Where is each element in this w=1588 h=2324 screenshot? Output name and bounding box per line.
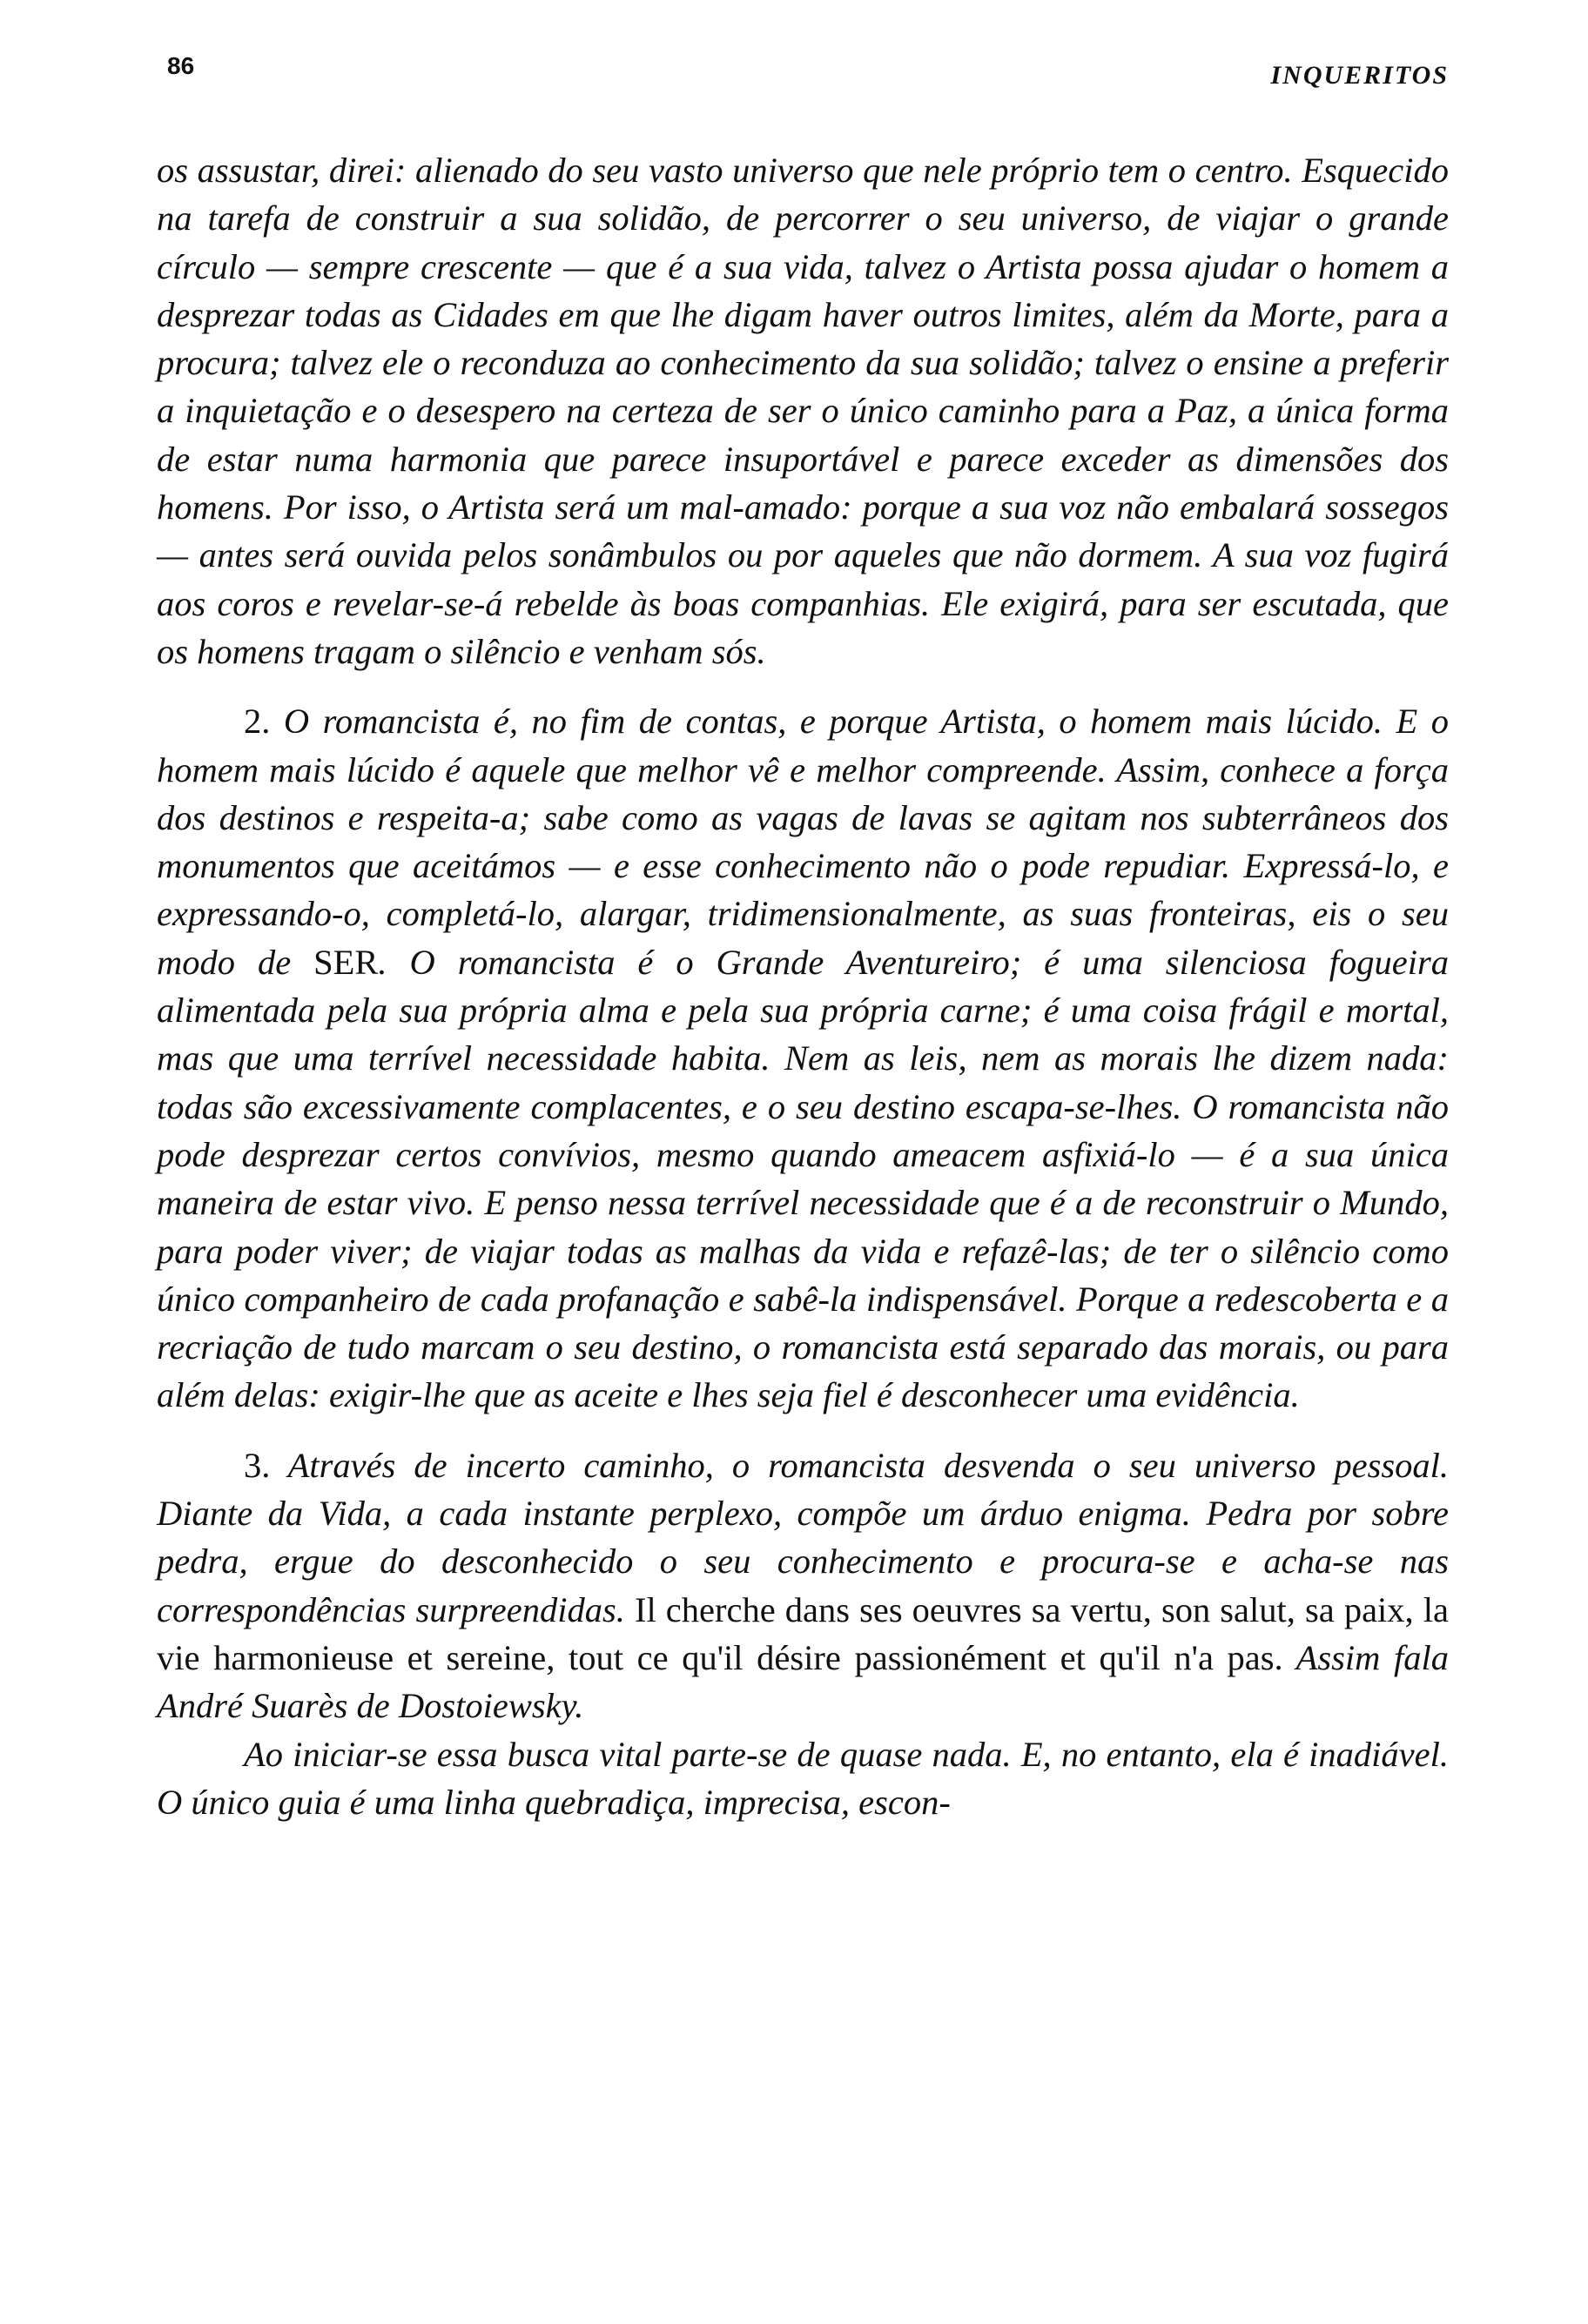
paragraph-2-text-b: . O romancista é o Grande Aventureiro; é uma silenciosa fogueira alimentada pela sua própria alma e pela sua própria carne; é uma coisa frágil e mortal, mas que uma terrível necessidade habita. Nem as leis, nem as morais lhe dizem nada: todas são excessivamente complacentes, e o seu destino escapa-se-lhes. O romancista não pode desprezar certos convívios, mesmo quando ameacem asfixiá-lo — é a sua única maneira de estar vivo. E penso nessa terrível necessidade que é a de reconstruir o Mundo, para poder viver; de viajar todas as malhas da vida e refazê-las; de ter o silêncio como único companheiro de cada profanação e sabê-la indispensável. Porque a redescoberta e a recriação de tudo marcam o seu destino, o romancista está separado das morais, ou para além delas: exigir-lhe que as aceite e lhes seja fiel é desconhecer uma evidência.	[157, 942, 1449, 1415]
paragraph-2	[157, 697, 1449, 1419]
body-text	[157, 146, 1449, 1826]
word-ser: SER	[313, 942, 379, 982]
page-number: 86	[167, 52, 195, 79]
section-number-3: 3.	[244, 1445, 271, 1485]
section-number-2: 2.	[244, 702, 271, 742]
paragraph-4: Ao iniciar-se essa busca vital parte-se de quase nada. E, no entanto, ela é inadiável. O único guia é uma linha quebradiça, imprecisa, escon-	[157, 1734, 1449, 1822]
paragraph-2-text-a: O romancista é, no fim de contas, e porque Artista, o homem mais lúcido. E o homem mais lúcido é aquele que melhor vê e melhor compreende. Assim, conhece a força dos destinos e respeita-a; sabe como as vagas de lavas se agitam nos subterrâneos dos monumentos que aceitámos — e esse conhecimento não o pode repudiar. Expressá-lo, e expressando-o, completá-lo, alargar, tridimensionalmente, as suas fronteiras, eis o seu modo de	[157, 702, 1449, 982]
paragraph-3	[157, 1441, 1449, 1730]
paragraph-3-text-a: Através de incerto caminho, o romancista desvenda o seu universo pessoal. Diante da Vida, a cada instante perplexo, compõe um árduo enigma. Pedra por sobre pedra, ergue do desconhecido o seu conhecimento e procura-se e acha-se nas correspondências surpreendidas.	[157, 1445, 1449, 1629]
paragraph-1: os assustar, direi: alienado do seu vasto universo que nele próprio tem o centro. Esquecido na tarefa de construir a sua solidão, de percorrer o seu universo, de viajar o grande círculo — sempre crescente — que é a sua vida, talvez o Artista possa ajudar o homem a desprezar todas as Cidades em que lhe digam haver outros limites, além da Morte, para a procura; talvez ele o reconduza ao conhecimento da sua solidão; talvez o ensine a preferir a inquietação e o desespero na certeza de ser o único caminho para a Paz, a única forma de estar numa harmonia que parece insuportável e parece exceder as dimensões dos homens. Por isso, o Artista será um mal-amado: porque a sua voz não embalará sossegos — antes será ouvida pelos sonâmbulos ou por aqueles que não dormem. A sua voz fugirá aos coros e revelar-se-á rebelde às boas companhias. Ele exigirá, para ser escutada, que os homens tragam o silêncio e venham sós.	[157, 151, 1449, 671]
french-quotation: Il cherche dans ses oeuvres sa vertu, son salut, sa paix, la vie harmonieuse et sereine, tout ce qu'il désire passionément et qu'il n'a pas.	[157, 1589, 1449, 1677]
paragraph-3-text-b: Assim fala André Suarès de Dostoiewsky.	[157, 1637, 1449, 1726]
running-head: INQUERITOS	[1270, 61, 1449, 90]
page-header	[157, 52, 1449, 104]
